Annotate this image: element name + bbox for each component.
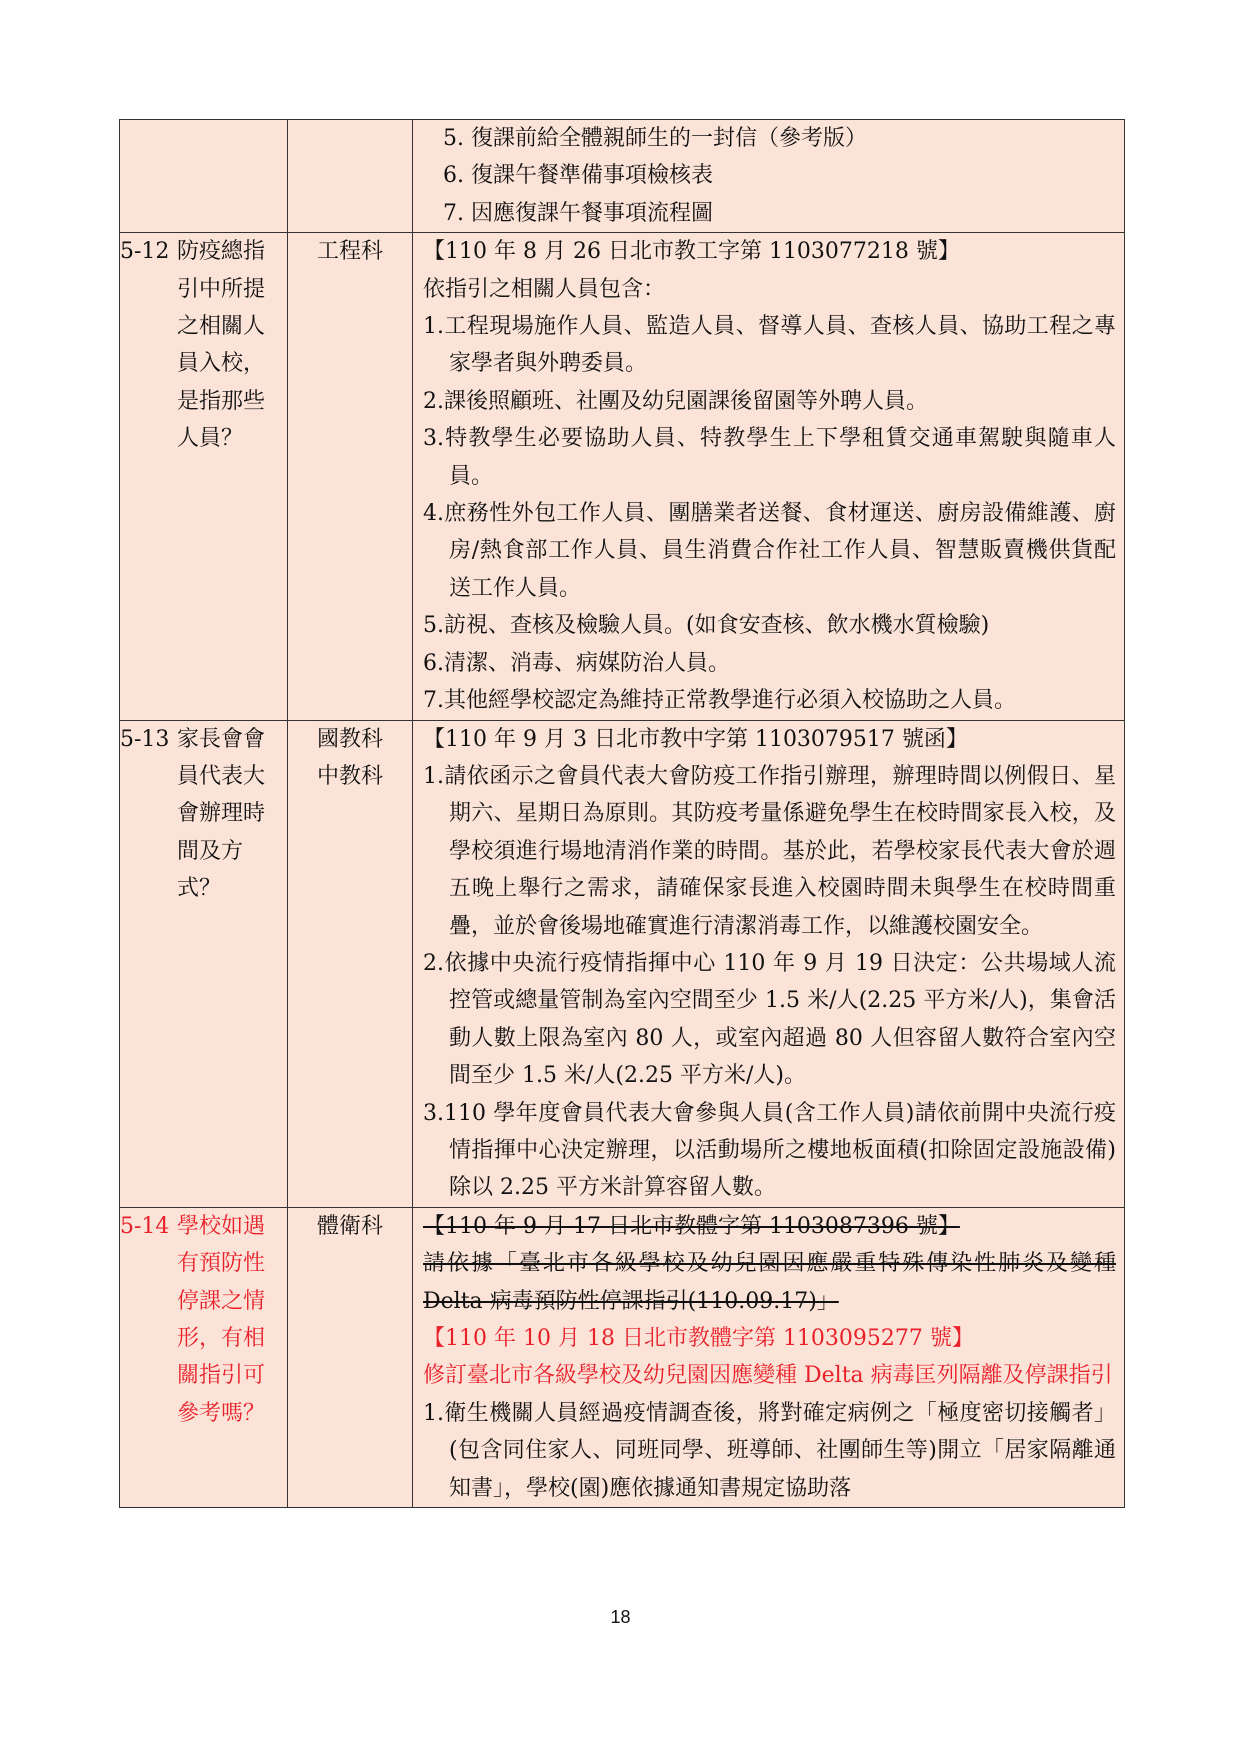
answer-cell bbox=[413, 233, 1125, 720]
answer-item: 7.其他經學校認定為維持正常教學進行必須入校協助之人員。 bbox=[423, 688, 1016, 714]
answer-item: 1.工程現場施作人員、監造人員、督導人員、查核人員、協助工程之專家學者與外聘委員。 bbox=[423, 314, 1116, 377]
question-text: 防疫總指引中所提之相關人員入校，是指那些人員？ bbox=[177, 239, 266, 452]
question-number: 5-13 bbox=[120, 726, 170, 752]
department-cell bbox=[288, 720, 413, 1207]
document-reference: 【110 年 9 月 3 日北市教中字第 1103079517 號函】 bbox=[423, 726, 968, 752]
faq-table bbox=[119, 119, 1125, 1508]
answer-intro: 修訂臺北市各級學校及幼兒園因應變種 Delta 病毒匡列隔離及停課指引 bbox=[423, 1363, 1113, 1389]
document-reference: 【110 年 8 月 26 日北市教工字第 1103077218 號】 bbox=[423, 239, 960, 265]
answer-item: 3.特教學生必要協助人員、特教學生上下學租賃交通車駕駛與隨車人員。 bbox=[423, 426, 1116, 489]
answer-cell bbox=[413, 120, 1125, 233]
question-cell bbox=[120, 120, 288, 233]
answer-item: 5.訪視、查核及檢驗人員。(如食安查核、飲水機水質檢驗) bbox=[423, 613, 990, 639]
answer-item: 1.請依函示之會員代表大會防疫工作指引辦理，辦理時間以例假日、星期六、星期日為原則。其防疫考量係避免學生在校時間家長入校，及學校須進行場地清消作業的時間。基於此，若學校家長代表大會於週五晚上舉行之需求，請確保家長進入校園時間未與學生在校時間重疊，並於會後場地確實進行清潔消毒工作，以維護校園安全。 bbox=[423, 763, 1116, 939]
answer-item: 1.衛生機關人員經過疫情調查後，將對確定病例之「極度密切接觸者」(包含同住家人、同班同學、班導師、社團師生等)開立「居家隔離通知書」，學校(園)應依據通知書規定協助落 bbox=[423, 1400, 1116, 1501]
department-name: 國教科 bbox=[316, 726, 383, 752]
answer-item: 5. 復課前給全體親師生的一封信（參考版） bbox=[443, 126, 867, 151]
answer-item: 6. 復課午餐準備事項檢核表 bbox=[443, 163, 713, 189]
question-cell bbox=[120, 720, 288, 1207]
question-text: 家長會會員代表大會辦理時間及方式？ bbox=[177, 726, 266, 902]
answer-item: 2.課後照顧班、社團及幼兒園課後留園等外聘人員。 bbox=[423, 388, 928, 414]
answer-item: 3.110 學年度會員代表大會參與人員(含工作人員)請依前開中央流行疫情指揮中心決定辦理，以活動場所之樓地板面積(扣除固定設施設備)除以 2.25 平方米計算容留人數。 bbox=[423, 1100, 1116, 1201]
table-row bbox=[120, 1207, 1125, 1507]
answer-item: 2.依據中央流行疫情指揮中心 110 年 9 月 19 日決定：公共場域人流控管或總量管制為室內空間至少 1.5 米/人(2.25 平方米/人)，集會活動人數上限為室內 80 人，或室內超過 80 人但容留人數符合室內空間至少 1.5 米/人(2.25 平方米/人)。 bbox=[423, 950, 1116, 1089]
question-cell bbox=[120, 1207, 288, 1507]
answer-cell bbox=[413, 720, 1125, 1207]
table-row bbox=[120, 120, 1125, 233]
department-cell bbox=[288, 120, 413, 233]
table-row bbox=[120, 720, 1125, 1207]
department-name: 中教科 bbox=[316, 763, 383, 789]
question-cell bbox=[120, 233, 288, 720]
answer-cell bbox=[413, 1207, 1125, 1507]
document-reference: 【110 年 10 月 18 日北市教體字第 1103095277 號】 bbox=[423, 1326, 974, 1351]
answer-item: 7. 因應復課午餐事項流程圖 bbox=[443, 200, 713, 226]
page-number: 18 bbox=[610, 1607, 631, 1627]
struck-document-reference: 【110 年 9 月 17 日北市教體字第 1103087396 號】 bbox=[423, 1213, 960, 1239]
question-text: 學校如遇有預防性停課之情形，有相關指引可參考嗎？ bbox=[177, 1213, 266, 1426]
answer-intro: 依指引之相關人員包含： bbox=[423, 276, 666, 302]
table-row bbox=[120, 233, 1125, 720]
question-number: 5-12 bbox=[120, 239, 170, 265]
department-cell bbox=[288, 1207, 413, 1507]
struck-text: 請依據「臺北市各級學校及幼兒園因應嚴重特殊傳染性肺炎及變種 Delta 病毒預防性停課指引(110.09.17)」 bbox=[423, 1251, 1116, 1314]
answer-item: 6.清潔、消毒、病媒防治人員。 bbox=[423, 650, 730, 676]
department-cell bbox=[288, 233, 413, 720]
answer-item: 4.庶務性外包工作人員、團膳業者送餐、食材運送、廚房設備維護、廚房/熱食部工作人員、員生消費合作社工作人員、智慧販賣機供貨配送工作人員。 bbox=[423, 501, 1116, 601]
question-number: 5-14 bbox=[120, 1213, 170, 1239]
department-name: 體衛科 bbox=[316, 1213, 383, 1239]
department-name: 工程科 bbox=[316, 239, 383, 265]
